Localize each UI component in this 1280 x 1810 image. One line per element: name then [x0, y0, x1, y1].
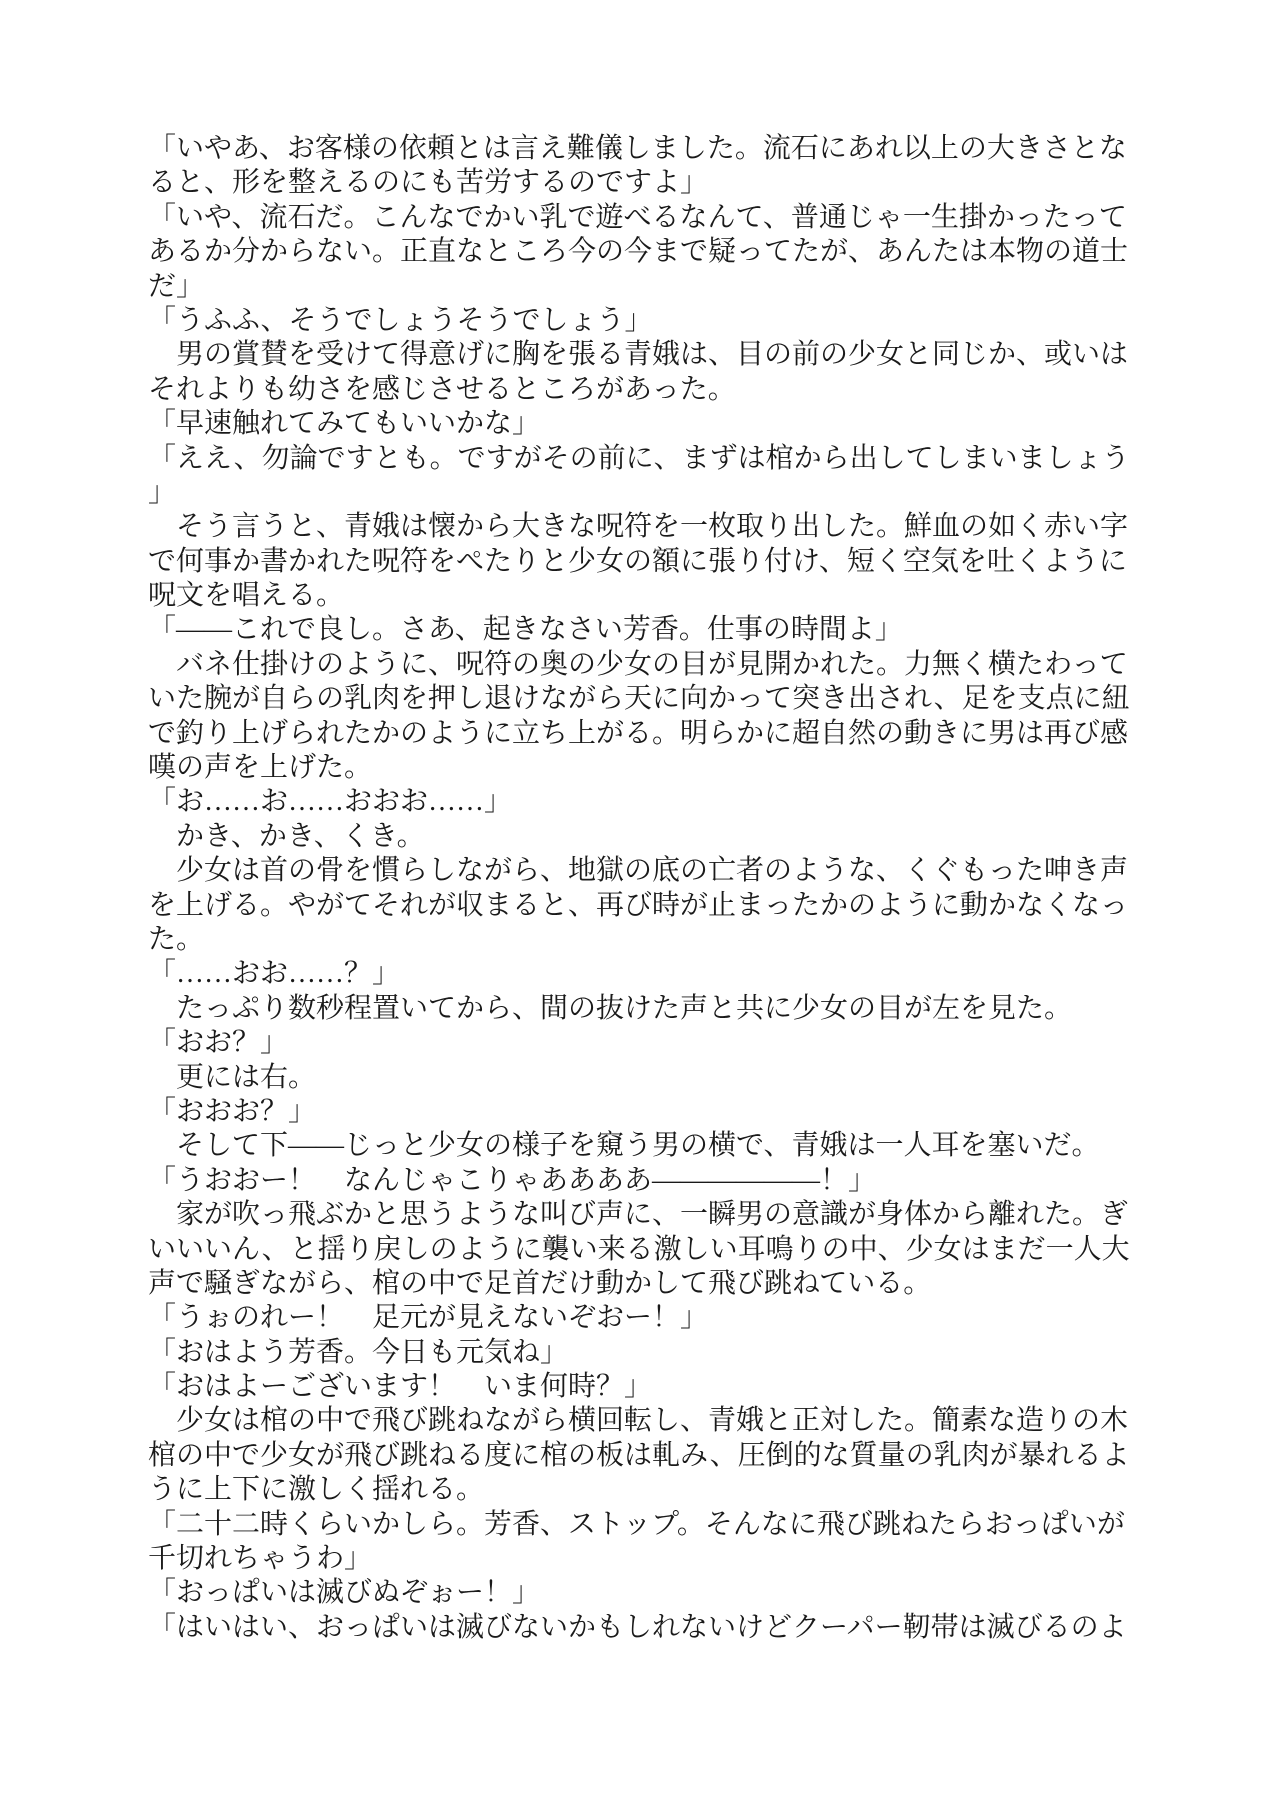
text-line: た。: [148, 923, 205, 955]
text-line: 「うぉのれー！ 足元が見えないぞおー！」: [148, 1302, 709, 1334]
text-line: 「おお？」: [148, 1027, 289, 1059]
text-line: たっぷり数秒程置いてから、間の抜けた声と共に少女の目が左を見た。: [148, 992, 1073, 1024]
text-line: で釣り上げられたかのように立ち上がる。明らかに超自然の動きに男は再び感: [148, 717, 1129, 749]
text-line: いいいん、と揺り戻しのように襲い来る激しい耳鳴りの中、少女はまだ一人大: [148, 1233, 1130, 1265]
text-line: それよりも幼さを感じさせるところがあった。: [148, 373, 736, 405]
text-line: 「おはよう芳香。今日も元気ね」: [148, 1336, 569, 1368]
text-line: 」: [148, 476, 177, 508]
text-line: 「いや、流石だ。こんなでかい乳で遊べるなんて、普通じゃ一生掛かったって: [148, 201, 1127, 233]
text-line: 呪文を唱える。: [148, 580, 345, 612]
text-line: 家が吹っ飛ぶかと思うような叫び声に、一瞬男の意識が身体から離れた。ぎ: [148, 1199, 1129, 1231]
text-line: で何事か書かれた呪符をぺたりと少女の額に張り付け、短く空気を吐くように: [148, 545, 1127, 577]
text-line: 「いやあ、お客様の依頼とは言え難儀しました。流石にあれ以上の大きさとな: [148, 133, 1127, 164]
text-line: 男の賞賛を受けて得意げに胸を張る青娥は、目の前の少女と同じか、或いは: [148, 339, 1129, 371]
text-line: を上げる。やがてそれが収まると、再び時が止まったかのように動かなくなっ: [148, 889, 1129, 921]
text-line: 千切れちゃうわ」: [148, 1543, 373, 1575]
text-line: 「二十二時くらいかしら。芳香、ストップ。そんなに飛び跳ねたらおっぱいが: [148, 1508, 1125, 1540]
text-line: 「うおおー！ なんじゃこりゃああああ——————！」: [148, 1164, 877, 1196]
text-line: 嘆の声を上げた。: [148, 752, 373, 784]
text-block: [148, 132, 1143, 1645]
text-line: 棺の中で少女が飛び跳ねる度に棺の板は軋み、圧倒的な質量の乳肉が暴れるよ: [148, 1439, 1130, 1471]
text-line: 「早速触れてみてもいいかな」: [148, 408, 541, 440]
text-line: うに上下に激しく揺れる。: [148, 1474, 485, 1506]
text-line: 「はいはい、おっぱいは滅びないかもしれないけどクーパー靭帯は滅びるのよ: [148, 1611, 1127, 1643]
text-line: 「——これで良し。さあ、起きなさい芳香。仕事の時間よ」: [148, 614, 903, 646]
text-line: 「おおお？」: [148, 1095, 317, 1127]
text-line: 更には右。: [148, 1061, 317, 1093]
text-line: 「うふふ、そうでしょうそうでしょう」: [148, 304, 653, 336]
text-line: 「おはよーございます！ いま何時？」: [148, 1371, 653, 1403]
text-line: 「おっぱいは滅びぬぞぉー！」: [148, 1577, 541, 1609]
text-line: 「ええ、勿論ですとも。ですがその前に、まずは棺から出してしまいましょう: [148, 442, 1130, 474]
text-line: 「お……お……おおお……」: [148, 786, 513, 818]
text-line: ると、形を整えるのにも苦労するのですよ」: [148, 167, 709, 199]
text-line: 「……おお……？」: [148, 958, 401, 990]
text-line: だ」: [148, 270, 205, 302]
text-line: そして下——じっと少女の様子を窺う男の横で、青娥は一人耳を塞いだ。: [148, 1130, 1100, 1162]
text-line: そう言うと、青娥は懐から大きな呪符を一枚取り出した。鮮血の如く赤い字: [148, 511, 1129, 543]
text-line: かき、かき、くき。: [148, 820, 425, 852]
text-line: バネ仕掛けのように、呪符の奥の少女の目が見開かれた。力無く横たわって: [148, 648, 1128, 680]
text-line: あるか分からない。正直なところ今の今まで疑ってたが、あんたは本物の道士: [148, 236, 1129, 268]
text-line: 少女は棺の中で飛び跳ねながら横回転し、青娥と正対した。簡素な造りの木: [148, 1405, 1129, 1437]
text-line: 声で騒ぎながら、棺の中で足首だけ動かして飛び跳ねている。: [148, 1267, 932, 1299]
text-line: いた腕が自らの乳肉を押し退けながら天に向かって突き出され、足を支点に紐: [148, 683, 1130, 715]
text-line: 少女は首の骨を慣らしながら、地獄の底の亡者のような、くぐもった呻き声: [148, 855, 1129, 887]
